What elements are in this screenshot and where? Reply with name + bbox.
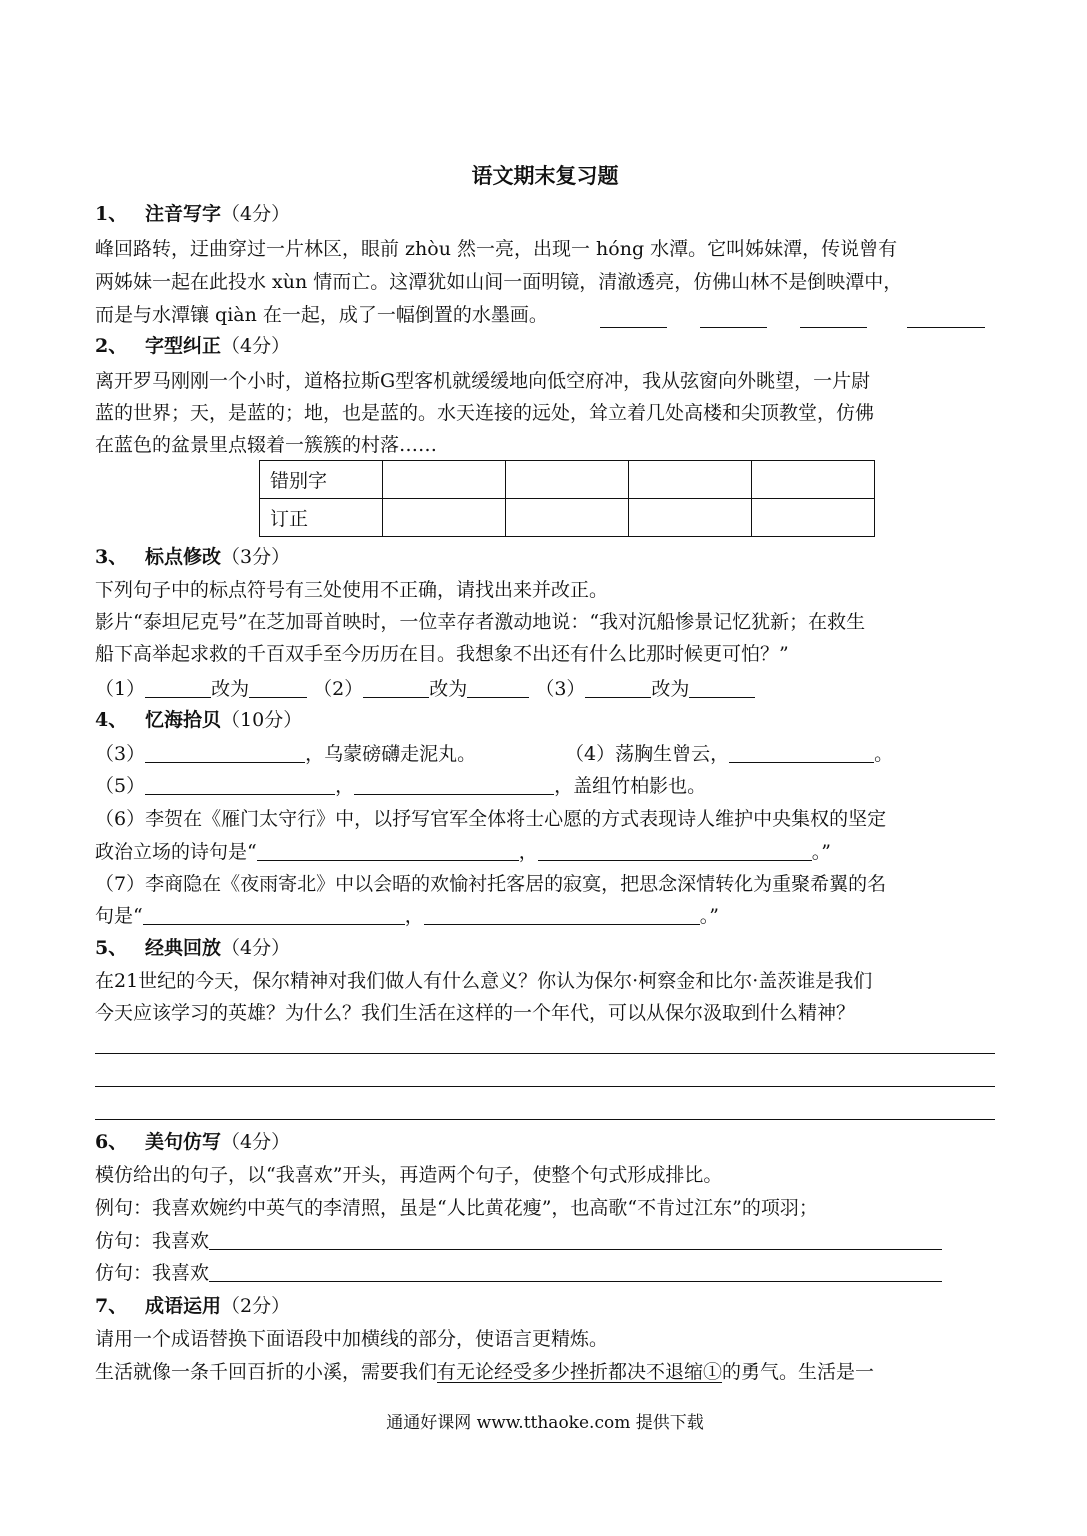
section-6-heading: 6、 美句仿写（4分） <box>95 1131 291 1153</box>
section-1-text-1: 峰回路转，迂曲穿过一片林区，眼前 zhòu 然一亮，出现一 hóng 水潭。它叫姊妹潭，传说曾有 <box>95 238 898 260</box>
section-3-heading: 3、 标点修改（3分） <box>95 546 291 568</box>
answer-blank[interactable] <box>424 902 700 925</box>
answer-blank[interactable] <box>363 675 429 698</box>
answer-blank[interactable] <box>600 305 667 328</box>
section-6-text-1: 模仿给出的句子，以“我喜欢”开头，再造两个句子，使整个句式形成排比。 <box>95 1164 723 1186</box>
answer-blank[interactable] <box>585 675 651 698</box>
section-2-text-3: 在蓝色的盆景里点辍着一簇簇的村落…… <box>95 434 438 456</box>
section-1-text-3: 而是与水潭镶 qiàn 在一起，成了一幅倒置的水墨画。 <box>95 304 548 326</box>
answer-blank[interactable] <box>145 740 305 763</box>
answer-blank[interactable] <box>538 838 812 861</box>
answer-blank[interactable] <box>700 305 767 328</box>
section-2-text-1: 离开罗马刚刚一个小时，道格拉斯G型客机就缓缓地向低空府冲，我从弦窗向外眺望，一片尉 <box>95 370 871 392</box>
section-6-imitation-2: 仿句：我喜欢 <box>95 1257 942 1289</box>
page-footer: 通通好课网 www.tthaoke.com 提供下载 <box>386 1413 704 1433</box>
answer-blank[interactable] <box>907 305 985 328</box>
section-4-heading: 4、 忆海拾贝（10分） <box>95 709 303 731</box>
answer-line[interactable] <box>95 1086 995 1087</box>
table-cell[interactable] <box>383 499 506 537</box>
answer-blank[interactable] <box>145 675 211 698</box>
section-6-example: 例句：我喜欢婉约中英气的李清照，虽是“人比黄花瘦”，也高歌“不肯过江东”的项羽； <box>95 1197 818 1219</box>
table-cell-label: 订正 <box>260 499 383 537</box>
underlined-phrase: 有无论经受多少挫折都决不退缩① <box>437 1361 723 1383</box>
answer-blank[interactable] <box>145 772 335 795</box>
answer-blank[interactable] <box>467 675 529 698</box>
answer-blank[interactable] <box>209 1227 942 1250</box>
answer-blank[interactable] <box>729 740 874 763</box>
table-row <box>260 499 875 537</box>
section-1-text-2: 两姊妹一起在此投水 xùn 情而亡。这潭犹如山间一面明镜，清澈透亮，仿佛山林不是倒映潭中， <box>95 271 903 293</box>
answer-blank[interactable] <box>209 1259 942 1282</box>
answer-line[interactable] <box>95 1053 995 1054</box>
section-7-heading: 7、 成语运用（2分） <box>95 1295 291 1317</box>
section-2-heading: 2、 字型纠正（4分） <box>95 335 291 357</box>
table-cell[interactable] <box>629 499 752 537</box>
section-3-answers: （1） 改为 （2） 改为 （3） 改为 <box>95 673 755 705</box>
table-cell[interactable] <box>506 499 629 537</box>
section-3-text-2: 影片“泰坦尼克号”在芝加哥首映时，一位幸存者激动地说：“我对沉船惨景记忆犹新；在救生 <box>95 611 866 633</box>
section-3-text-1: 下列句子中的标点符号有三处使用不正确，请找出来并改正。 <box>95 579 609 601</box>
table-cell[interactable] <box>752 499 875 537</box>
table-cell[interactable] <box>629 461 752 499</box>
poem-q7-text: （7）李商隐在《夜雨寄北》中以会晤的欢愉衬托客居的寂寞，把思念深情转化为重聚希翼的名 <box>95 873 887 895</box>
page-title: 语文期末复习题 <box>471 163 619 188</box>
answer-blank[interactable] <box>354 772 554 795</box>
section-5-text-2: 今天应该学习的英雄？为什么？我们生活在这样的一个年代，可以从保尔汲取到什么精神？ <box>95 1002 856 1024</box>
answer-blank[interactable] <box>143 902 405 925</box>
section-2-text-2: 蓝的世界；天，是蓝的；地，也是蓝的。水天连接的远处，耸立着几处高楼和尖顶教堂，仿佛 <box>95 402 875 424</box>
poem-q3: （3） ，乌蒙磅礴走泥丸。 <box>95 738 476 770</box>
answer-line[interactable] <box>95 1119 995 1120</box>
table-cell[interactable] <box>506 461 629 499</box>
section-5-text-1: 在21世纪的今天，保尔精神对我们做人有什么意义？你认为保尔·柯察金和比尔·盖茨谁是我们 <box>95 970 873 992</box>
table-cell-label: 错别字 <box>260 461 383 499</box>
section-5-heading: 5、 经典回放（4分） <box>95 937 291 959</box>
section-7-text-1: 请用一个成语替换下面语段中加横线的部分，使语言更精炼。 <box>95 1328 609 1350</box>
poem-q6-answer: 政治立场的诗句是“ ， 。” <box>95 836 831 868</box>
poem-q5: （5） ， ，盖组竹柏影也。 <box>95 770 706 802</box>
answer-blank[interactable] <box>800 305 867 328</box>
table-row <box>260 461 875 499</box>
answer-blank[interactable] <box>249 675 307 698</box>
correction-table <box>259 460 875 537</box>
answer-blank[interactable] <box>689 675 755 698</box>
poem-q7-answer: 句是“ ， 。” <box>95 900 719 932</box>
poem-q6-text: （6）李贺在《雁门太守行》中，以抒写官军全体将士心愿的方式表现诗人维护中央集权的坚定 <box>95 808 887 830</box>
answer-blank[interactable] <box>257 838 519 861</box>
section-1-heading: 1、 注音写字（4分） <box>95 203 291 225</box>
section-6-imitation-1: 仿句：我喜欢 <box>95 1225 942 1257</box>
poem-q4: （4）荡胸生曾云， 。 <box>565 738 893 770</box>
table-cell[interactable] <box>752 461 875 499</box>
section-7-text-2: 生活就像一条千回百折的小溪，需要我们有无论经受多少挫折都决不退缩①的勇气。生活是一 <box>95 1361 875 1383</box>
table-cell[interactable] <box>383 461 506 499</box>
section-3-text-3: 船下高举起求救的千百双手至今历历在目。我想象不出还有什么比那时候更可怕？” <box>95 643 789 665</box>
